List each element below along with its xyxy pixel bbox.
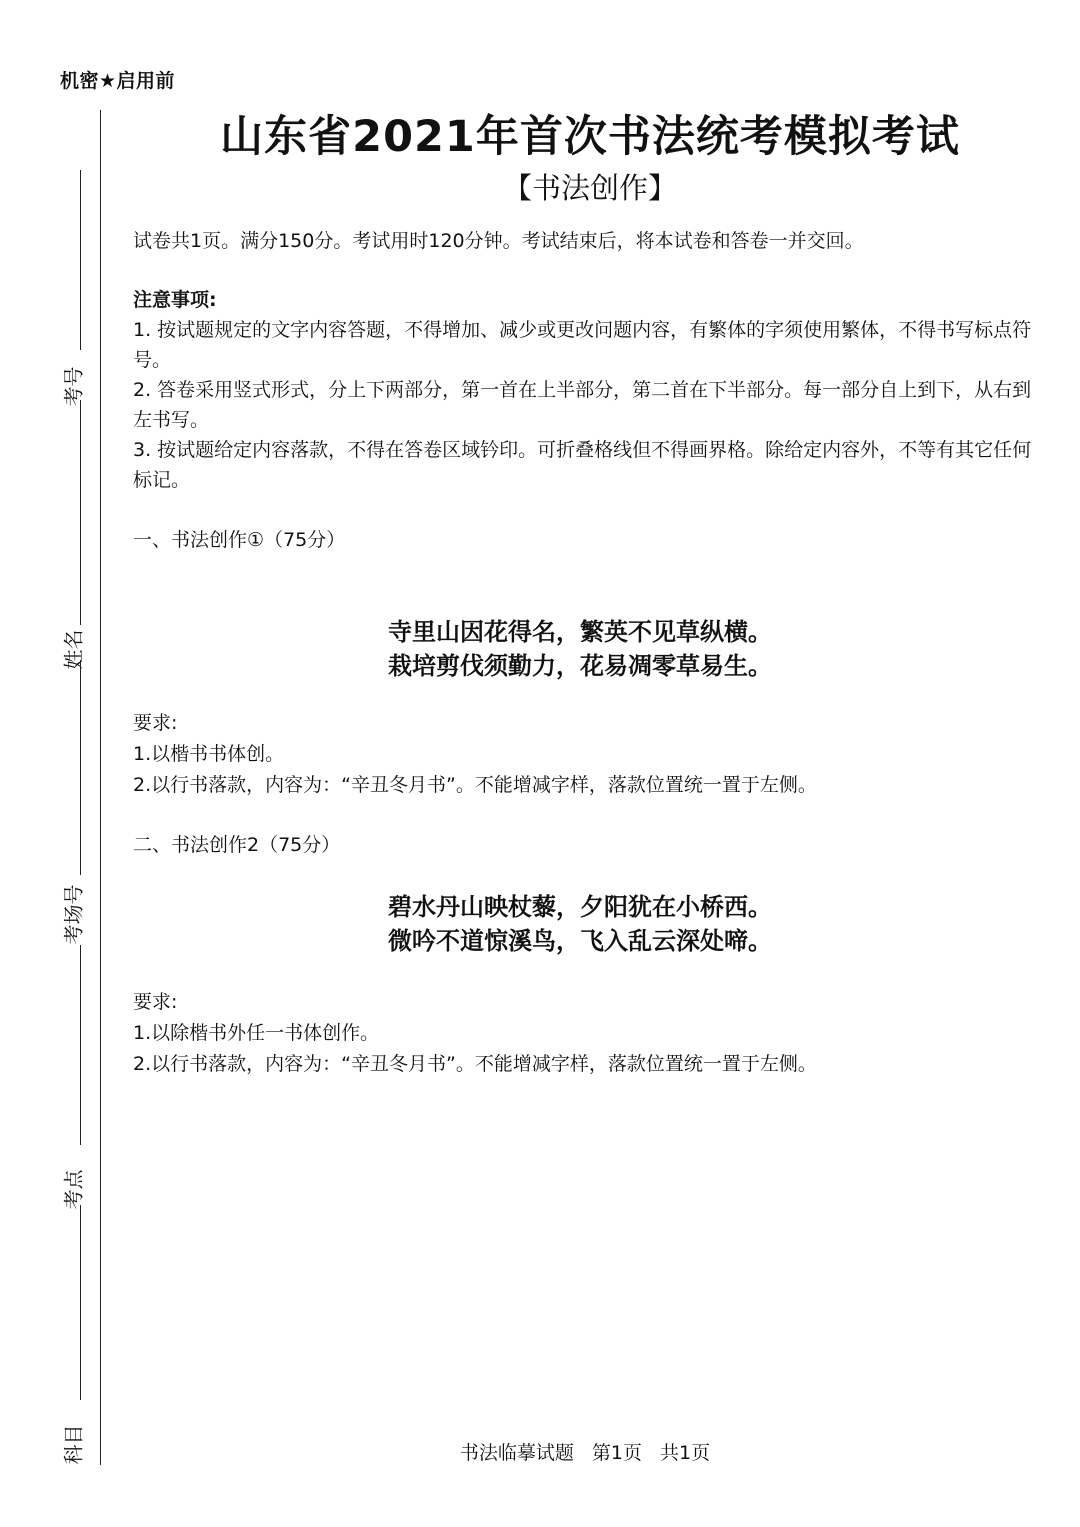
page-title: 山东省2021年首次书法统考模拟考试 bbox=[220, 112, 960, 162]
notes-item: 3. 按试题给定内容落款，不得在答卷区域钤印。可折叠格线但不得画界格。除给定内容外，不等有其它任何标记。 bbox=[133, 439, 1032, 491]
field-line-exam-room bbox=[80, 945, 81, 1145]
poem-line: 寺里山因花得名，繁英不见草纵横。 bbox=[388, 618, 772, 646]
poem-line: 碧水丹山映杖藜，夕阳犹在小桥西。 bbox=[388, 893, 772, 921]
field-label-exam-room: 考场号 bbox=[61, 884, 86, 945]
section-1-heading: 一、书法创作①（75分） bbox=[133, 529, 346, 551]
footer-total-pages: 共1页 bbox=[660, 1442, 711, 1464]
intro-text: 试卷共1页。满分150分。考试用时120分钟。考试结束后，将本试卷和答卷一并交回。 bbox=[133, 230, 864, 252]
field-line-name bbox=[80, 660, 81, 875]
requirements-title: 要求: bbox=[133, 991, 178, 1013]
confidential-label: 机密★启用前 bbox=[60, 70, 176, 92]
poem-line: 微吟不道惊溪鸟，飞入乱云深处啼。 bbox=[388, 927, 772, 955]
field-label-exam-site: 考点 bbox=[61, 1169, 86, 1210]
requirement-item: 1.以楷书书体创。 bbox=[133, 743, 285, 765]
notes-block bbox=[133, 285, 1038, 495]
section-1-poem bbox=[0, 615, 1080, 683]
footer-page-number: 第1页 bbox=[591, 1442, 642, 1464]
requirement-item: 1.以除楷书外任一书体创作。 bbox=[133, 1022, 380, 1044]
requirements-title: 要求: bbox=[133, 712, 178, 734]
page-footer bbox=[0, 1438, 1080, 1465]
requirement-item: 2.以行书落款，内容为：“辛丑冬月书”。不能增减字样，落款位置统一置于左侧。 bbox=[133, 774, 817, 796]
field-line-exam-site bbox=[80, 1205, 81, 1400]
footer-doc-name: 书法临摹试题 bbox=[459, 1442, 574, 1464]
notes-item: 1. 按试题规定的文字内容答题，不得增加、减少或更改问题内容，有繁体的字须使用繁体，不得书写标点符号。 bbox=[133, 319, 1032, 371]
section-2-heading: 二、书法创作2（75分） bbox=[133, 834, 341, 856]
section-1-requirements bbox=[133, 708, 817, 801]
field-label-name: 姓名 bbox=[61, 629, 86, 670]
notes-item: 2. 答卷采用竖式形式，分上下两部分，第一首在上半部分，第二首在下半部分。每一部分自上到下，从右到左书写。 bbox=[133, 379, 1032, 431]
binding-margin-line bbox=[100, 110, 101, 1465]
field-label-subject: 科目 bbox=[61, 1424, 86, 1465]
requirement-item: 2.以行书落款，内容为：“辛丑冬月书”。不能增减字样，落款位置统一置于左侧。 bbox=[133, 1053, 817, 1075]
section-2-requirements bbox=[133, 987, 817, 1080]
field-line-name-upper bbox=[80, 400, 81, 625]
notes-title: 注意事项: bbox=[133, 289, 217, 311]
field-label-exam-number: 考号 bbox=[61, 366, 86, 407]
poem-line: 栽培剪伐须勤力，花易凋零草易生。 bbox=[388, 652, 772, 680]
section-2-poem bbox=[0, 884, 1080, 958]
page-subtitle: 【书法创作】 bbox=[502, 171, 677, 205]
